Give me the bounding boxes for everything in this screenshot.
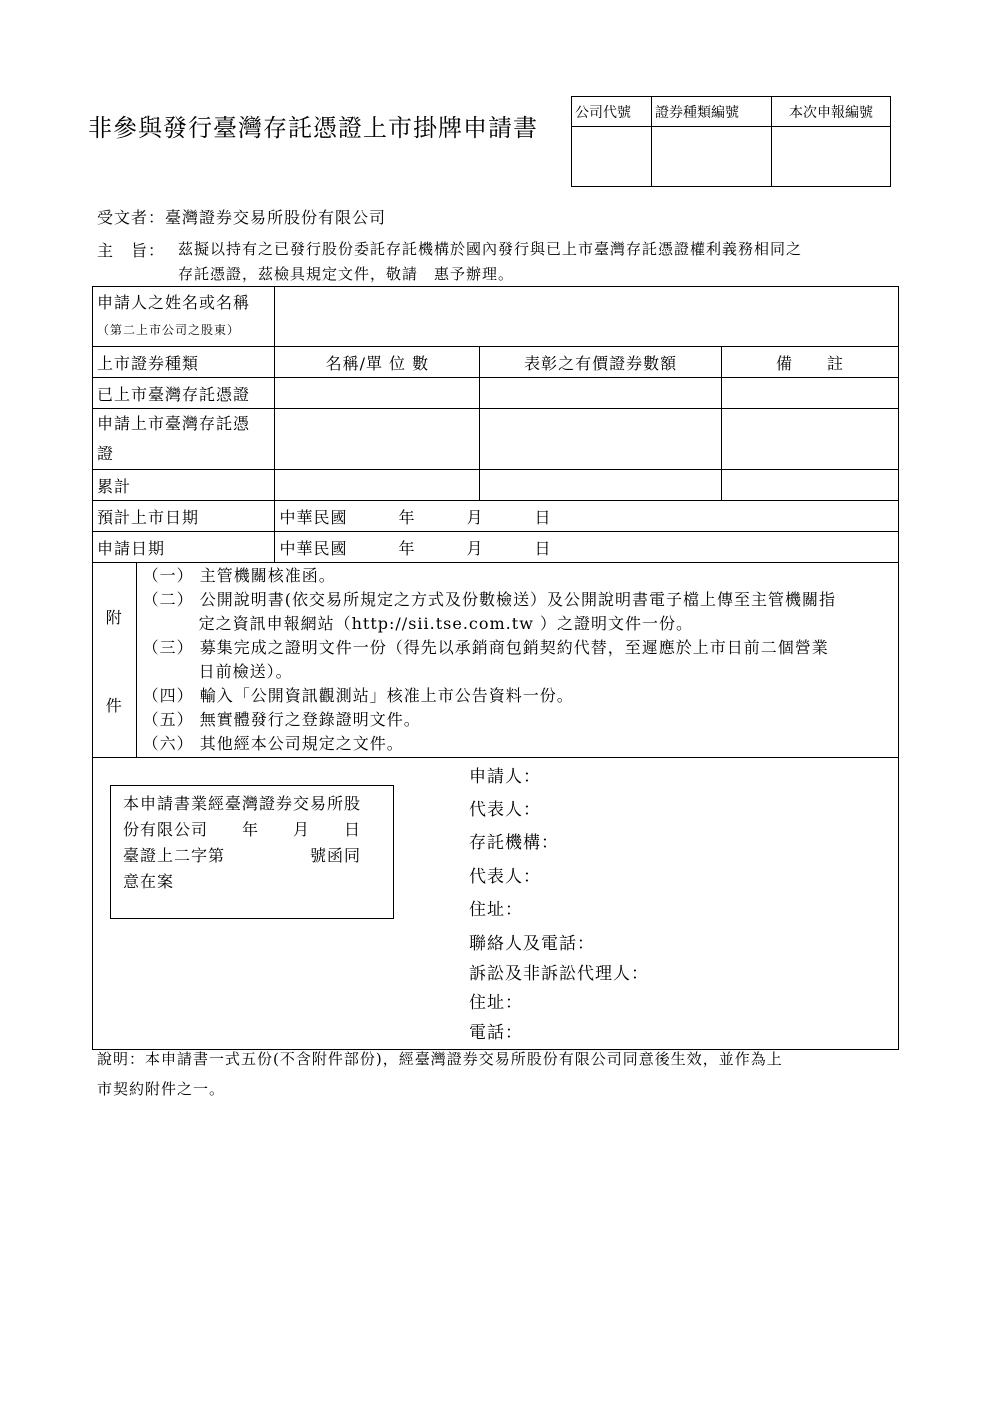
- attachment-item-1: （一） 主管機關核准函。: [142, 566, 336, 585]
- subject-line-1: 茲擬以持有之已發行股份委託存託機構於國內發行與已上市臺灣存託憑證權利義務相同之: [178, 240, 803, 258]
- col-amount-header: 表彰之有價證券數額: [480, 347, 722, 378]
- approval-line-1: 本申請書業經臺灣證券交易所股: [123, 794, 362, 813]
- report-no-header: 本次申報編號: [772, 97, 891, 127]
- listed-name-unit-field[interactable]: [275, 378, 480, 409]
- expected-date-field[interactable]: 中華民國 年 月 日: [275, 501, 899, 532]
- apply-date-label: 申請日期: [93, 532, 275, 563]
- apply-amount-field[interactable]: [480, 409, 722, 470]
- applicant-label-cell: [93, 287, 275, 347]
- row-apply-label: [93, 409, 275, 470]
- attachments-list: [136, 563, 898, 758]
- attachments-side-2: 件: [105, 696, 123, 715]
- code-table: [571, 96, 891, 187]
- apply-remark-field[interactable]: [722, 409, 899, 470]
- company-code-field[interactable]: [572, 127, 652, 187]
- listed-amount-field[interactable]: [480, 378, 722, 409]
- sign-agent: 訴訟及非訴訟代理人：: [469, 964, 649, 984]
- company-code-header: 公司代號: [572, 97, 652, 127]
- attachment-item-6: （六） 其他經本公司規定之文件。: [142, 734, 404, 753]
- recipient: 受文者：臺灣證券交易所股份有限公司: [97, 208, 387, 227]
- attachments-side-1: 附: [105, 608, 123, 627]
- note-line-2: 市契約附件之一。: [97, 1080, 226, 1098]
- attachment-item-3a: （三） 募集完成之證明文件一份（得先以承銷商包銷契約代替，至遲應於上市日前二個營業: [142, 638, 829, 657]
- sign-address-1: 住址：: [469, 900, 523, 920]
- attachment-item-4: （四） 輸入「公開資訊觀測站」核准上市公告資料一份。: [142, 686, 574, 705]
- attachment-item-3b: 日前檢送）。: [198, 662, 293, 681]
- approval-box: [110, 785, 394, 919]
- apply-name-unit-field[interactable]: [275, 409, 480, 470]
- total-amount-field[interactable]: [480, 470, 722, 501]
- security-type-code-field[interactable]: [652, 127, 772, 187]
- col-type-header: 上市證券種類: [93, 347, 275, 378]
- row-total-label: 累計: [93, 470, 275, 501]
- sign-depositary: 存託機構：: [469, 833, 559, 853]
- total-name-unit-field[interactable]: [275, 470, 480, 501]
- applicant-label: 申請人之姓名或名稱: [97, 293, 251, 312]
- expected-date-label: 預計上市日期: [93, 501, 275, 532]
- sign-representative-2: 代表人：: [469, 867, 541, 887]
- note-line-1: 說明：本申請書一式五份(不含附件部份)，經臺灣證券交易所股份有限公司同意後生效，並作為上: [97, 1050, 783, 1068]
- applicant-note: （第二上市公司之股東）: [97, 323, 241, 337]
- attachment-item-5: （五） 無實體發行之登錄證明文件。: [142, 710, 421, 729]
- subject-label: 主 旨：: [97, 241, 166, 260]
- report-no-field[interactable]: [772, 127, 891, 187]
- sign-phone: 電話：: [469, 1023, 523, 1043]
- col-remark-header: 備 註: [722, 347, 899, 378]
- sign-representative-1: 代表人：: [469, 800, 541, 820]
- subject-line-2: 存託憑證，茲檢具規定文件，敬請 惠予辦理。: [178, 265, 515, 283]
- attachments-side-label: [93, 563, 137, 758]
- approval-line-3: 臺證上二字第 號函同: [123, 846, 362, 865]
- page-title: 非參與發行臺灣存託憑證上市掛牌申請書: [88, 114, 538, 142]
- approval-line-4: 意在案: [123, 872, 175, 891]
- row-apply-label-1: 申請上市臺灣存託憑: [97, 414, 251, 433]
- attachment-item-2b: 定之資訊申報網站（http://sii.tse.com.tw ）之證明文件一份。: [198, 614, 693, 633]
- sign-applicant: 申請人：: [469, 767, 541, 787]
- security-type-code-header: 證券種類編號: [652, 97, 772, 127]
- row-listed-label: 已上市臺灣存託憑證: [93, 378, 275, 409]
- sign-contact: 聯絡人及電話：: [469, 934, 595, 954]
- row-apply-label-2: 證: [97, 444, 115, 463]
- sign-address-2: 住址：: [469, 993, 523, 1013]
- col-name-unit-header: 名稱/單 位 數: [275, 347, 480, 378]
- applicant-name-field[interactable]: [275, 287, 899, 347]
- attachment-item-2a: （二） 公開說明書(依交易所規定之方式及份數檢送）及公開說明書電子檔上傳至主管機關指: [142, 590, 836, 609]
- total-remark-field[interactable]: [722, 470, 899, 501]
- listed-remark-field[interactable]: [722, 378, 899, 409]
- apply-date-field[interactable]: 中華民國 年 月 日: [275, 532, 899, 563]
- approval-line-2: 份有限公司 年 月 日: [123, 820, 362, 839]
